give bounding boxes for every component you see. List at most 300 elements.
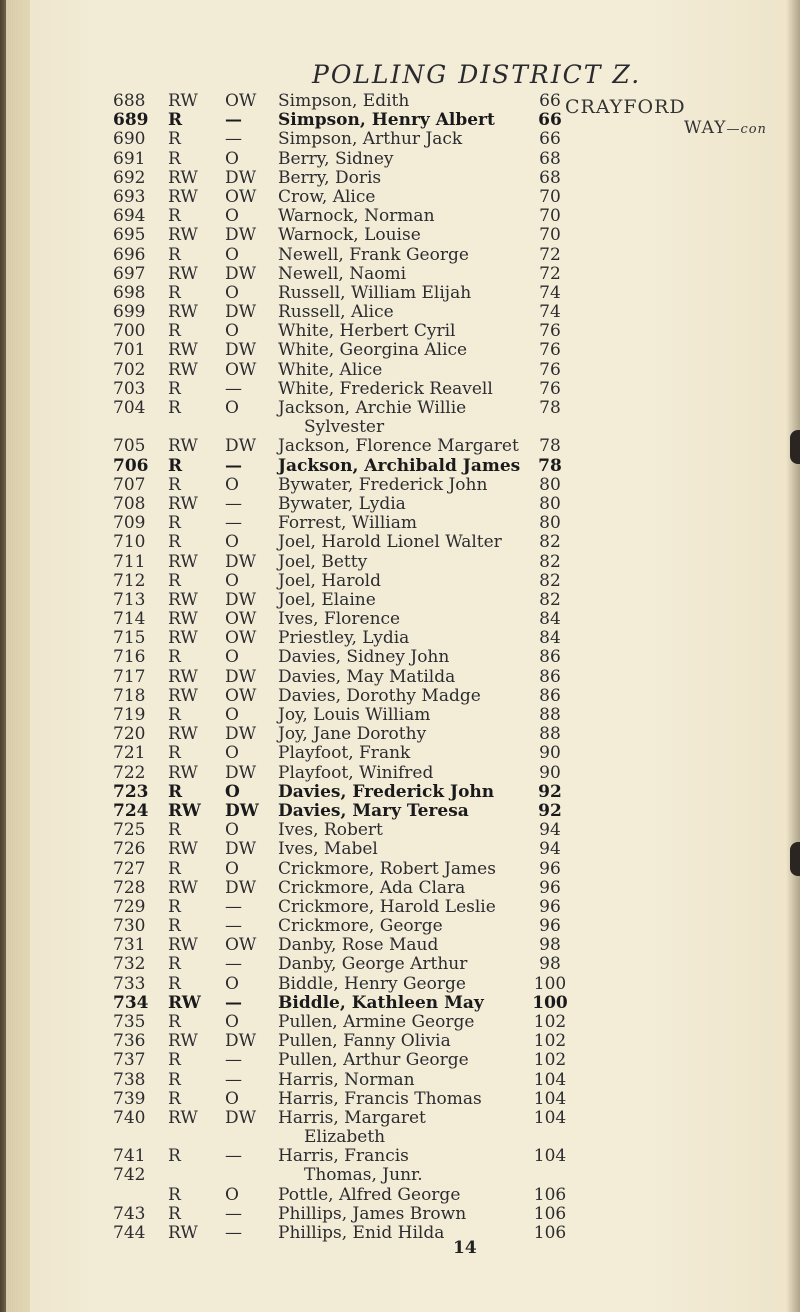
qualification: R [168,705,181,726]
occupation-code: O [225,206,239,227]
elector-row [0,476,800,495]
elector-number: 733 [113,973,146,994]
elector-name: Davies, May Matilda [278,666,456,687]
elector-name: Simpson, Edith [278,91,410,111]
elector-name: Danby, George Arthur [278,954,468,975]
elector-row [0,1205,800,1224]
elector-row [0,533,800,552]
occupation-code: DW [225,436,257,457]
qualification: R [168,858,181,879]
elector-name: Russell, William Elijah [278,282,472,303]
qualification: RW [168,359,198,380]
elector-name: Jackson, Florence Margaret [278,436,519,457]
qualification: R [168,378,181,399]
elector-number: 706 [113,455,149,476]
elector-row [0,495,800,514]
house-number: 86 [539,647,561,668]
elector-number: 688 [113,91,146,111]
elector-name: Pullen, Armine George [278,1012,475,1033]
house-number: 96 [539,896,561,917]
elector-name: Berry, Doris [278,167,382,188]
qualification: R [168,455,183,476]
occupation-code: — [225,378,242,399]
elector-number: 696 [113,244,146,265]
house-number: 82 [539,551,561,572]
elector-row [0,1224,800,1243]
house-number: 90 [539,743,561,764]
occupation-code: O [225,743,239,764]
house-number: 76 [539,359,561,380]
occupation-code: — [225,493,242,514]
house-number: 80 [539,493,561,514]
elector-name: Priestley, Lydia [278,628,410,649]
occupation-code: OW [225,609,257,630]
qualification: RW [168,302,198,323]
occupation-code: O [225,532,239,553]
qualification: RW [168,1031,198,1052]
occupation-code: O [225,570,239,591]
occupation-code: O [225,244,239,265]
house-number: 106 [533,1223,567,1244]
elector-name: Davies, Dorothy Madge [278,685,481,706]
elector-name: Phillips, James Brown [278,1203,467,1224]
house-number: 96 [539,858,561,879]
elector-row [0,879,800,898]
elector-row [0,917,800,936]
elector-name: Davies, Frederick John [278,781,495,802]
elector-number: 720 [113,724,146,745]
elector-row [0,1032,800,1051]
occupation-code: DW [225,225,257,246]
occupation-code: — [225,1203,242,1224]
elector-number: 722 [113,762,146,783]
occupation-code: O [225,705,239,726]
elector-number: 730 [113,916,146,937]
elector-number: 732 [113,954,146,975]
house-number: 80 [539,474,561,495]
qualification: RW [168,685,198,706]
elector-number: 710 [113,532,146,553]
qualification: R [168,321,181,342]
elector-row [0,1090,800,1109]
elector-number: 702 [113,359,146,380]
elector-number: 737 [113,1050,146,1071]
elector-number: 707 [113,474,146,495]
qualification: R [168,474,181,495]
occupation-code: O [225,781,240,802]
elector-row [0,130,800,149]
elector-name: Crickmore, George [278,916,443,937]
qualification: R [168,916,181,937]
elector-number: 716 [113,647,146,668]
elector-row [0,188,800,207]
house-number: 98 [539,954,561,975]
house-number: 72 [539,263,561,284]
elector-row [0,322,800,341]
elector-number: 704 [113,398,146,418]
house-number: 86 [539,685,561,706]
qualification: R [168,647,181,668]
elector-number: 718 [113,685,146,706]
house-number: 72 [539,244,561,265]
qualification: RW [168,839,198,860]
house-number: 92 [538,800,562,821]
qualification: R [168,513,181,534]
qualification: RW [168,589,198,610]
house-number: 94 [539,839,561,860]
elector-number: 699 [113,302,146,323]
qualification: RW [168,91,198,111]
occupation-code: DW [225,302,257,323]
house-number: 104 [533,1107,567,1128]
elector-number: 719 [113,705,146,726]
elector-row [0,975,800,994]
elector-name: White, Frederick Reavell [278,378,493,399]
qualification: R [168,1069,181,1090]
house-number: 104 [533,1146,567,1167]
qualification: RW [168,609,198,630]
house-number: 66 [539,91,561,111]
qualification: R [168,110,183,131]
qualification: R [168,129,181,150]
occupation-code: — [225,1223,242,1244]
qualification: RW [168,992,201,1013]
elector-name: Jackson, Archibald James [278,455,521,476]
house-number: 82 [539,589,561,610]
elector-row [0,610,800,629]
qualification: R [168,244,181,265]
elector-name-continued: Sylvester [304,417,385,437]
elector-name: Harris, Francis [278,1146,409,1167]
elector-row [0,284,800,303]
elector-row [0,687,800,706]
elector-row [0,668,800,687]
elector-name-continued: Thomas, Junr. [304,1165,423,1186]
occupation-code: — [225,1069,242,1090]
occupation-code: — [225,954,242,975]
occupation-code: O [225,820,239,841]
elector-row [0,169,800,188]
elector-name: Joel, Harold Lionel Walter [278,532,502,553]
house-number: 82 [539,532,561,553]
elector-number: 692 [113,167,146,188]
qualification: R [168,973,181,994]
elector-number: 727 [113,858,146,879]
occupation-code: O [225,474,239,495]
elector-number: 738 [113,1069,146,1090]
elector-row [0,1147,800,1185]
occupation-code: O [225,1012,239,1033]
elector-row [0,207,800,226]
elector-number: 700 [113,321,146,342]
occupation-code: DW [225,800,259,821]
elector-name: Biddle, Kathleen May [278,992,484,1013]
elector-row [0,265,800,284]
qualification: RW [168,186,198,207]
elector-row [0,1109,800,1147]
occupation-code: OW [225,359,257,380]
elector-row [0,553,800,572]
qualification: RW [168,225,198,246]
occupation-code: DW [225,589,257,610]
elector-name: Davies, Mary Teresa [278,800,469,821]
elector-name: Crickmore, Ada Clara [278,877,466,898]
occupation-code: O [225,148,239,169]
elector-row [0,898,800,917]
qualification: R [168,532,181,553]
house-number: 88 [539,724,561,745]
house-number: 102 [533,1031,567,1052]
house-number: 70 [539,186,561,207]
occupation-code: DW [225,551,257,572]
elector-number: 711 [113,551,146,572]
house-number: 74 [539,302,561,323]
street-continued-text: WAY [684,118,727,138]
elector-name: Harris, Francis Thomas [278,1088,482,1109]
qualification: RW [168,877,198,898]
elector-name: Playfoot, Winifred [278,762,434,783]
occupation-code: — [225,129,242,150]
elector-row [0,994,800,1013]
elector-name: Joel, Elaine [278,589,376,610]
house-number: 68 [539,167,561,188]
elector-number: 723 [113,781,149,802]
elector-name: Ives, Mabel [278,839,378,860]
occupation-code: DW [225,1107,257,1128]
elector-number: 725 [113,820,146,841]
elector-number: 695 [113,225,146,246]
occupation-code: OW [225,935,257,956]
elector-number: 713 [113,589,146,610]
elector-number: 694 [113,206,146,227]
qualification: R [168,1050,181,1071]
elector-name: White, Alice [278,359,383,380]
qualification: RW [168,666,198,687]
elector-row [0,111,800,130]
elector-row [0,591,800,610]
house-number: 84 [539,609,561,630]
occupation-code: O [225,973,239,994]
qualification: R [168,206,181,227]
house-number: 82 [539,570,561,591]
page-title: POLLING DISTRICT Z. [312,60,642,89]
occupation-code: DW [225,666,257,687]
elector-row [0,150,800,169]
house-number: 104 [533,1069,567,1090]
occupation-code: OW [225,685,257,706]
occupation-code: — [225,1146,242,1167]
occupation-code: — [225,1050,242,1071]
qualification: RW [168,724,198,745]
qualification: RW [168,1223,198,1244]
elector-name: Harris, Margaret [278,1107,426,1128]
elector-name: Joel, Betty [278,551,368,572]
elector-row [0,437,800,456]
elector-number: 697 [113,263,146,284]
house-number: 76 [539,378,561,399]
house-number: 74 [539,282,561,303]
elector-number: 743 [113,1203,146,1224]
elector-name-continued: Elizabeth [304,1126,386,1147]
elector-number: 714 [113,609,146,630]
elector-row [0,783,800,802]
occupation-code: DW [225,877,257,898]
elector-row [0,303,800,322]
street-name: CRAYFORD [565,96,686,118]
continued-suffix: —con [726,122,767,137]
elector-row [0,725,800,744]
elector-row [0,1071,800,1090]
elector-list [0,92,800,1243]
elector-number: 717 [113,666,146,687]
elector-name: Danby, Rose Maud [278,935,439,956]
elector-row [0,936,800,955]
elector-number: 715 [113,628,146,649]
elector-name: Joy, Jane Dorothy [278,724,427,745]
occupation-code: O [225,321,239,342]
elector-name: Jackson, Archie Willie [278,398,467,418]
occupation-code: OW [225,186,257,207]
occupation-code: DW [225,263,257,284]
qualification: R [168,148,181,169]
elector-row [0,572,800,591]
occupation-code: — [225,896,242,917]
elector-name: Ives, Robert [278,820,383,841]
elector-number: 740 [113,1107,146,1128]
elector-number: 703 [113,378,146,399]
elector-name: Joy, Louis William [278,705,431,726]
elector-number: 698 [113,282,146,303]
occupation-code: DW [225,724,257,745]
qualification: R [168,282,181,303]
elector-name: Davies, Sidney John [278,647,450,668]
occupation-code: DW [225,167,257,188]
house-number: 94 [539,820,561,841]
occupation-code: DW [225,1031,257,1052]
qualification: R [168,896,181,917]
house-number: 106 [533,1203,567,1224]
house-number: 70 [539,225,561,246]
elector-number: 709 [113,513,146,534]
elector-name: Forrest, William [278,513,417,534]
elector-number: 701 [113,340,146,361]
elector-number: 708 [113,493,146,514]
house-number: 98 [539,935,561,956]
qualification: RW [168,340,198,361]
elector-name: Bywater, Lydia [278,493,406,514]
elector-name: Ives, Florence [278,609,401,630]
elector-number: 736 [113,1031,146,1052]
elector-number: 729 [113,896,146,917]
qualification: R [168,1184,181,1205]
elector-row [0,706,800,725]
house-number: 96 [539,916,561,937]
qualification: R [168,743,181,764]
qualification: RW [168,935,198,956]
occupation-code: — [225,992,242,1013]
occupation-code: O [225,1184,239,1205]
elector-number: 689 [113,110,149,131]
occupation-code: O [225,1088,239,1109]
elector-name: White, Georgina Alice [278,340,468,361]
elector-row [0,92,800,111]
house-number: 90 [539,762,561,783]
elector-name: Newell, Naomi [278,263,407,284]
qualification: RW [168,263,198,284]
elector-name: Playfoot, Frank [278,743,411,764]
house-number: 102 [533,1012,567,1033]
qualification: RW [168,1107,198,1128]
elector-name: Crow, Alice [278,186,376,207]
house-number: 88 [539,705,561,726]
house-number: 76 [539,321,561,342]
occupation-code: DW [225,839,257,860]
occupation-code: DW [225,340,257,361]
qualification: R [168,781,183,802]
elector-number: 744 [113,1223,146,1244]
house-number: 70 [539,206,561,227]
elector-name: Pottle, Alfred George [278,1184,461,1205]
elector-row [0,514,800,533]
elector-row [0,1051,800,1070]
house-number: 100 [533,973,567,994]
occupation-code: — [225,110,242,131]
elector-row [0,764,800,783]
elector-number: 693 [113,186,146,207]
elector-name: Crickmore, Robert James [278,858,496,879]
elector-name: Phillips, Enid Hilda [278,1223,445,1244]
elector-row [0,457,800,476]
house-number: 92 [538,781,562,802]
elector-name: Pullen, Arthur George [278,1050,469,1071]
elector-row [0,629,800,648]
elector-name: Warnock, Norman [278,206,435,227]
elector-row [0,1013,800,1032]
elector-row [0,955,800,974]
qualification: R [168,820,181,841]
house-number: 102 [533,1050,567,1071]
house-number: 78 [539,398,561,418]
house-number: 80 [539,513,561,534]
elector-number: 724 [113,800,149,821]
elector-number: 731 [113,935,146,956]
elector-row [0,399,800,437]
elector-number: 734 [113,992,149,1013]
elector-row [0,802,800,821]
elector-number: 739 [113,1088,146,1109]
elector-row [0,860,800,879]
house-number: 100 [532,992,568,1013]
elector-row [0,840,800,859]
qualification: RW [168,493,198,514]
house-number: 86 [539,666,561,687]
qualification: RW [168,551,198,572]
elector-number: 690 [113,129,146,150]
elector-name: Crickmore, Harold Leslie [278,896,496,917]
house-number: 78 [539,436,561,457]
qualification: RW [168,762,198,783]
elector-name: Newell, Frank George [278,244,469,265]
elector-name: White, Herbert Cyril [278,321,456,342]
elector-name: Joel, Harold [278,570,381,591]
occupation-code: O [225,858,239,879]
elector-number: 726 [113,839,146,860]
elector-name: Pullen, Fanny Olivia [278,1031,451,1052]
house-number: 66 [539,129,561,150]
elector-row [0,380,800,399]
elector-name: Russell, Alice [278,302,394,323]
elector-name: Simpson, Henry Albert [278,110,495,131]
